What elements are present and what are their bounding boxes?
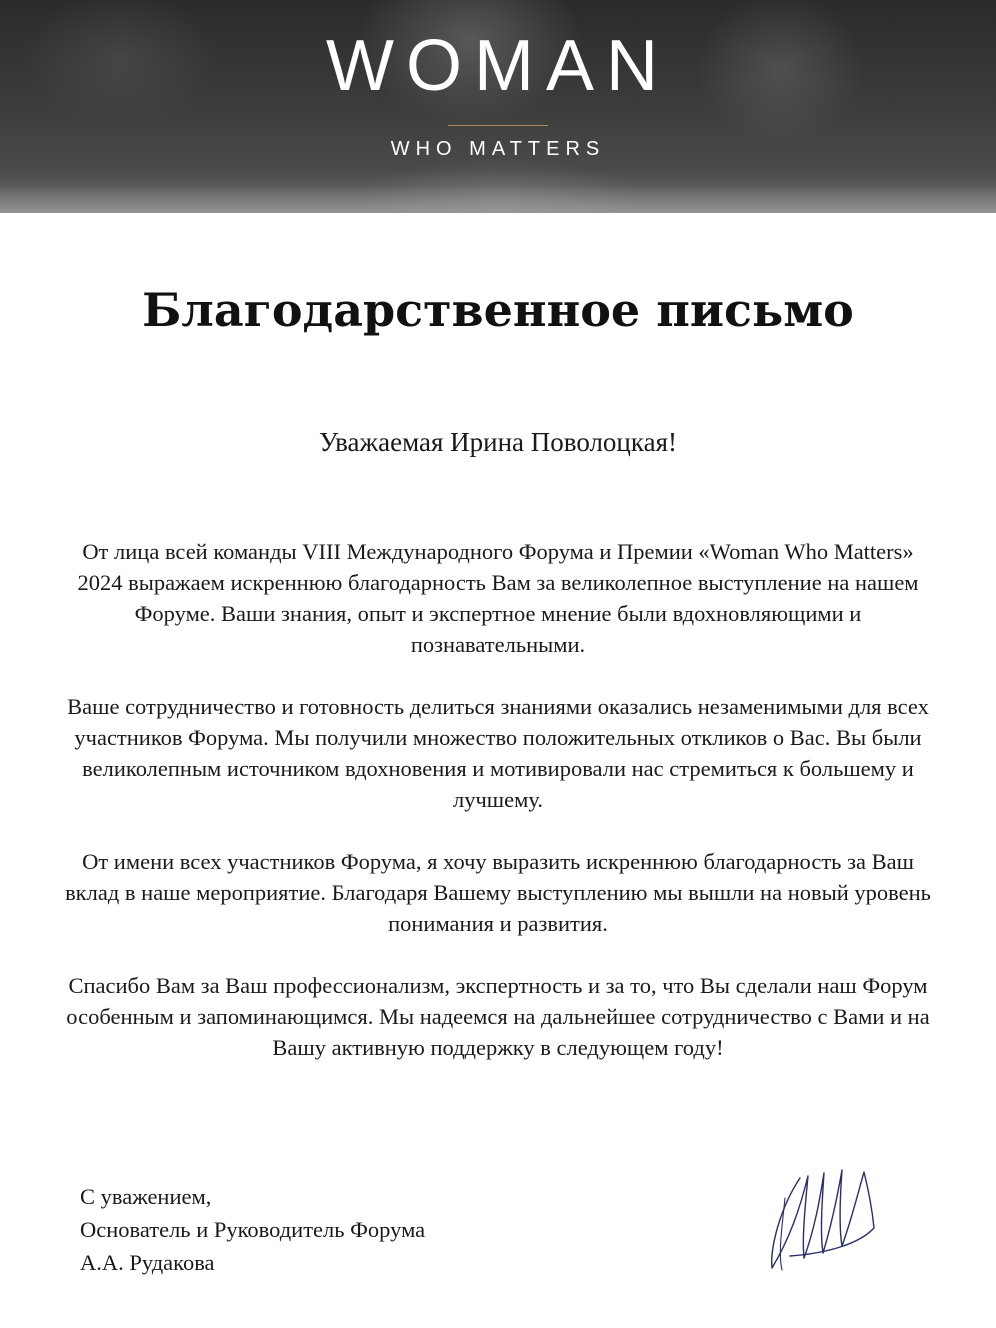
header-banner (0, 0, 996, 213)
banner-fade (0, 185, 996, 213)
closing-regards: С уважением, (80, 1184, 212, 1209)
letter-paragraph: Спасибо Вам за Ваш профессионализм, экспертность и за то, что Вы сделали наш Форум особенным и запоминающимся. Мы надеемся на дальнейшее сотрудничество с Вами и на Вашу активную поддержку в следующем году! (66, 973, 930, 1060)
closing-position: Основатель и Руководитель Форума (80, 1217, 426, 1242)
letter-paragraph: От лица всей команды VIII Международного Форума и Премии «Woman Who Matters» 2024 выражаем искреннюю благодарность Вам за великолепное выступление на нашем Форуме. Ваши знания, опыт и экспертное мнение были вдохновляющими и познавательными. (77, 539, 919, 657)
letter-title: Благодарственное письмо (142, 283, 854, 337)
logo-divider (448, 125, 548, 126)
closing-name: А.А. Рудакова (80, 1250, 215, 1275)
letter-paragraph: От имени всех участников Форума, я хочу выразить искреннюю благодарность за Ваш вклад в наше мероприятие. Благодаря Вашему выступлению мы вышли на новый уровень понимания и развития. (65, 849, 931, 936)
letter-paragraph: Ваше сотрудничество и готовность делиться знаниями оказались незаменимыми для всех участников Форума. Мы получили множество положительных откликов о Вас. Вы были великолепным источником вдохновения и мотивировали нас стремиться к большему и лучшему. (67, 694, 929, 812)
letter-greeting: Уважаемая Ирина Поволоцкая! (319, 427, 677, 457)
signature-scribble (760, 1158, 900, 1278)
letter-closing (80, 1180, 425, 1279)
letter-body (60, 536, 936, 1094)
brand-logo-word: WOMAN (326, 26, 670, 106)
brand-tagline: WHO MATTERS (390, 138, 606, 160)
